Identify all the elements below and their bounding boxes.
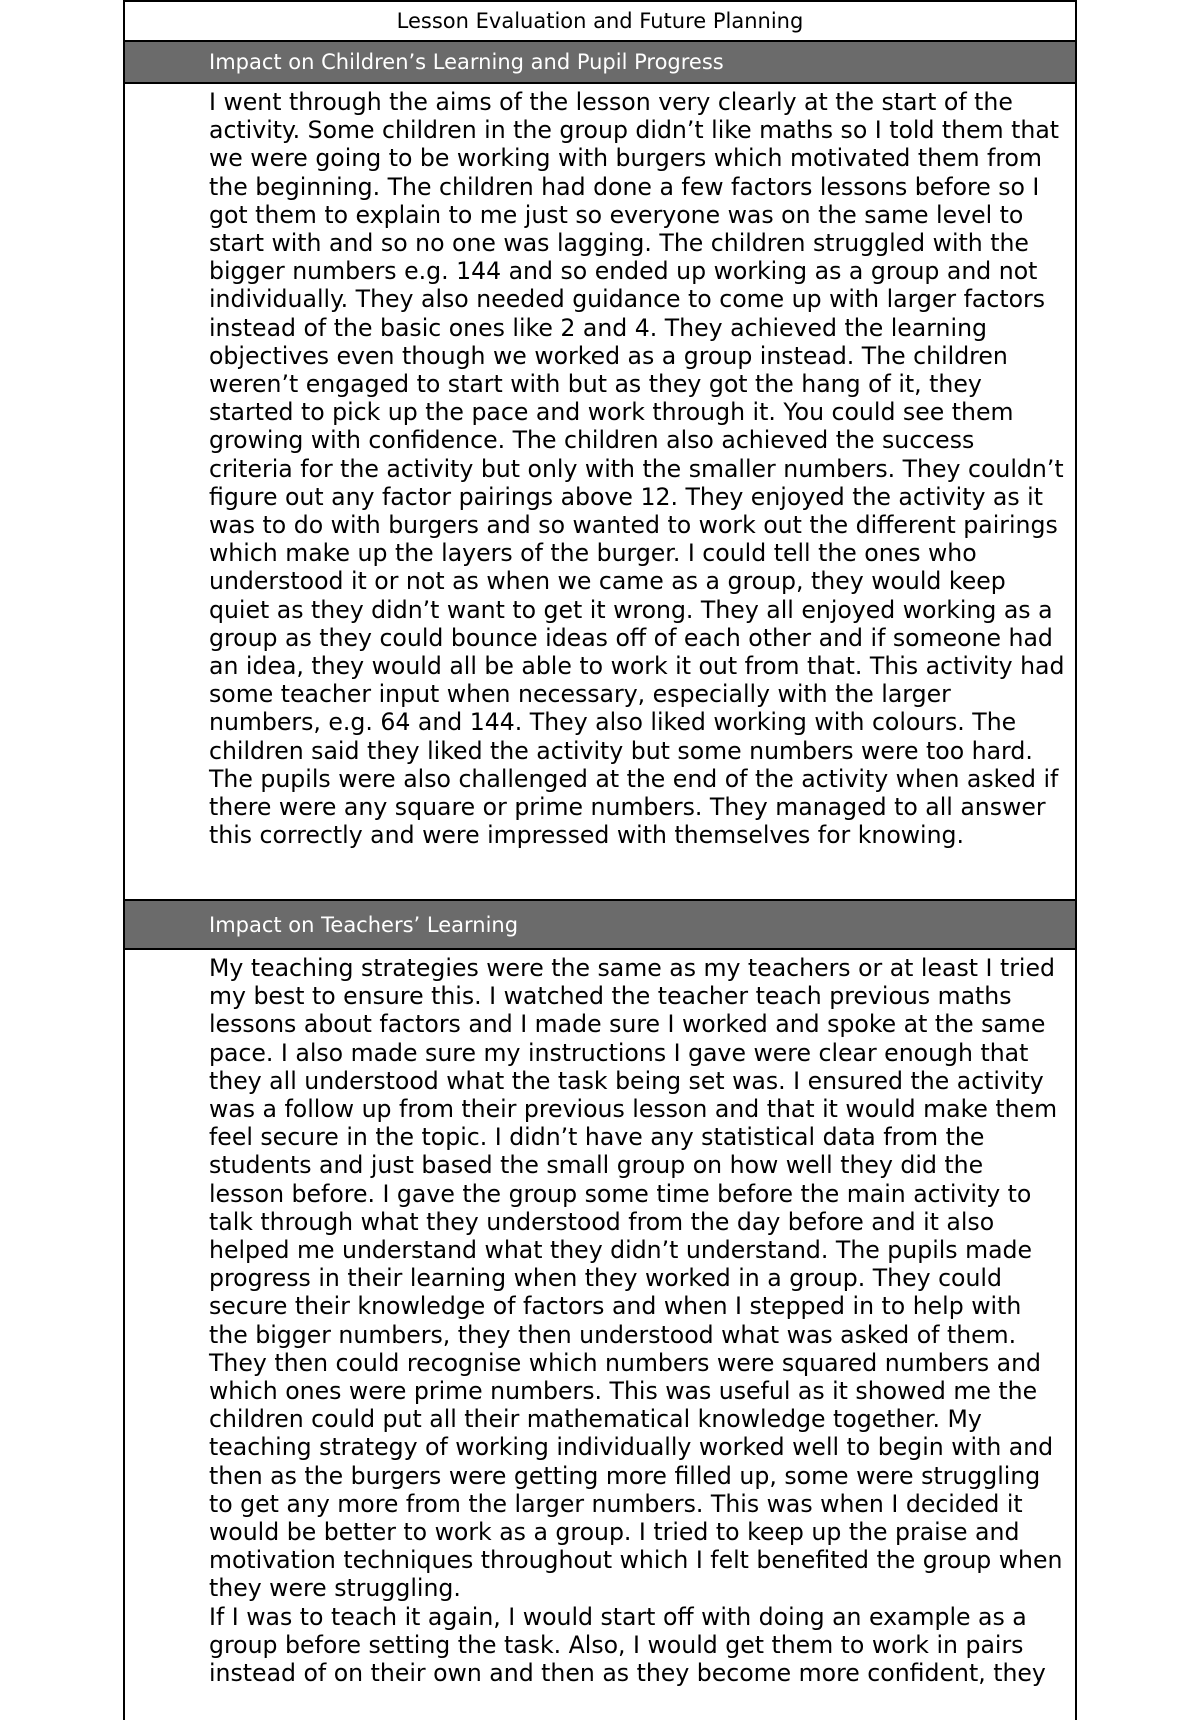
paragraph: My teaching strategies were the same as my teachers or at least I tried my best to ensure this. I watched the teacher teach previous maths lessons about factors and I made sure I worked and spoke at the same pace. I also made sure my instructions I gave were clear enough that they all understood what the task being set was. I ensured the activity was a follow up from their previous lesson and that it would make them feel secure in the topic. I didn’t have any statistical data from the students and just based the small group on how well they did the lesson before. I gave the group some time before the main activity to talk through what they understood from the day before and it also helped me understand what they didn’t understand. The pupils made progress in their learning when they worked in a group. They could secure their knowledge of factors and when I stepped in to help with the bigger numbers, they then understood what was asked of them. They then could recognise which numbers were squared numbers and which ones were prime numbers. This was useful as it showed me the children could put all their mathematical knowledge together. My teaching strategy of working individually worked well to begin with and then as the burgers were getting more filled up, some were struggling to get any more from the larger numbers. This was when I decided it would be better to work as a group. I tried to keep up the praise and motivation techniques throughout which I felt benefited the group when they were struggling. — [209, 954, 1063, 1603]
section-heading-teacher-learning: Impact on Teachers’ Learning — [125, 899, 1075, 950]
paragraph: If I was to teach it again, I would start off with doing an example as a group before setting the task. Also, I would get them to work in pairs instead of on their own and then as they become more confident, they — [209, 1602, 1046, 1688]
section-body-teacher-learning — [125, 950, 1075, 1687]
document-title: Lesson Evaluation and Future Planning — [125, 0, 1075, 42]
section-heading-children-learning: Impact on Children’s Learning and Pupil Progress — [125, 42, 1075, 84]
evaluation-table — [123, 0, 1077, 1720]
section-body-children-learning — [125, 84, 1075, 899]
paragraph: I went through the aims of the lesson very clearly at the start of the activity. Some children in the group didn’t like maths so I told them that we were going to be working with burgers which motivated them from the beginning. The children had done a few factors lessons before so I got them to explain to me just so everyone was on the same level to start with and so no one was lagging. The children struggled with the bigger numbers e.g. 144 and so ended up working as a group and not individually. They also needed guidance to come up with larger factors instead of the basic ones like 2 and 4. They achieved the learning objectives even though we worked as a group instead. The children weren’t engaged to start with but as they got the hang of it, they started to pick up the pace and work through it. You could see them growing with confidence. The children also achieved the success criteria for the activity but only with the smaller numbers. They couldn’t figure out any factor pairings above 12. They enjoyed the activity as it was to do with burgers and so wanted to work out the different pairings which make up the layers of the burger. I could tell the ones who understood it or not as when we came as a group, they would keep quiet as they didn’t want to get it wrong. They all enjoyed working as a group as they could bounce ideas off of each other and if someone had an idea, they would all be able to work it out from that. This activity had some teacher input when necessary, especially with the larger numbers, e.g. 64 and 144. They also liked working with colours. The children said they liked the activity but some numbers were too hard. The pupils were also challenged at the end of the activity when asked if there were any square or prime numbers. They managed to all answer this correctly and were impressed with themselves for knowing. — [209, 88, 1065, 850]
